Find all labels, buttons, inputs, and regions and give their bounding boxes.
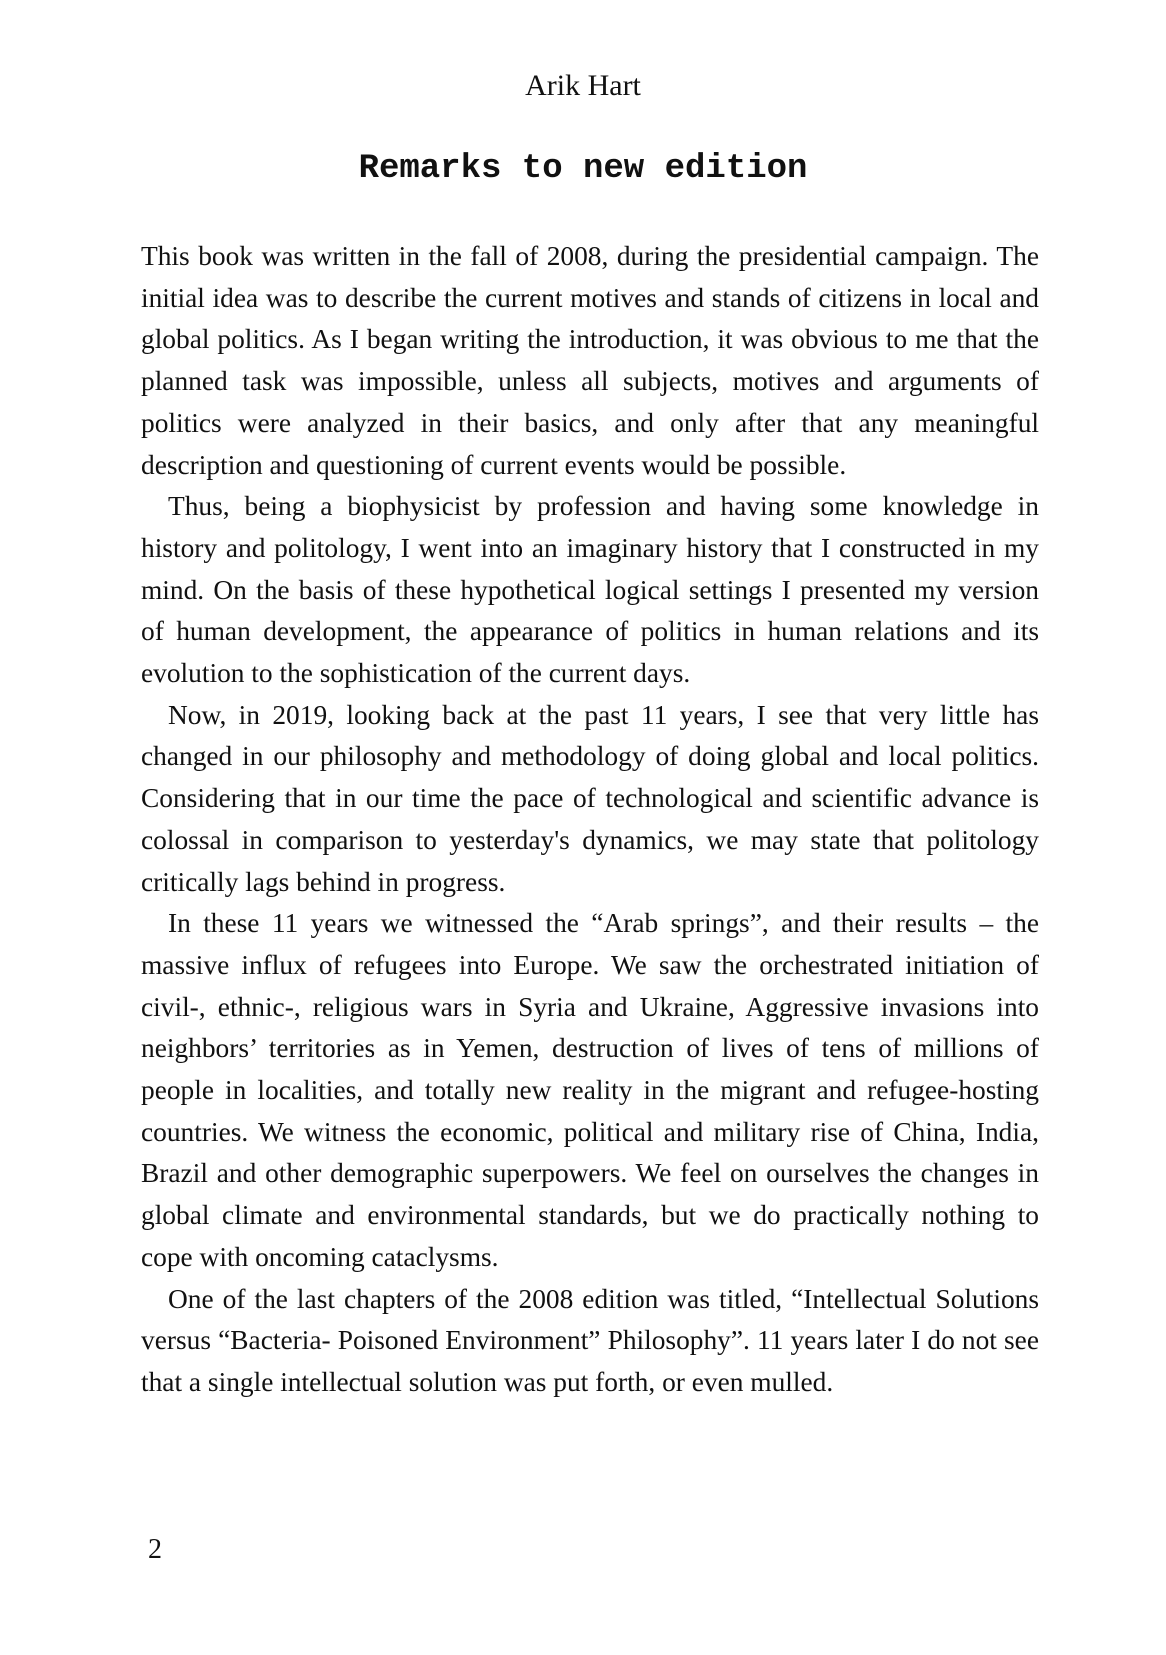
paragraph: Thus, being a biophysicist by profession and having some knowledge in history and politology, I went into an imaginary history that I constructed in my mind. On the basis of these hypothetical logical settings I presented my version of human development, the appearance of politics in human relations and its evolution to the sophistication of the current days. xyxy=(141,491,1039,689)
paragraph: This book was written in the fall of 2008, during the presidential campaign. The initial idea was to describe the current motives and stands of citizens in local and global politics. As I began writing the introduction, it was obvious to me that the planned task was impossible, unless all subjects, motives and arguments of politics were analyzed in their basics, and only after that any meaningful description and questioning of current events would be possible. xyxy=(141,241,1039,480)
running-header-author: Arik Hart xyxy=(525,69,641,102)
paragraph: One of the last chapters of the 2008 edition was titled, “Intellectual Solutions versus “Bacteria- Poisoned Environment” Philosophy”. 11 years later I do not see that a single intellectual solution was put forth, or even mulled. xyxy=(141,1283,1039,1397)
paragraph: In these 11 years we witnessed the “Arab springs”, and their results – the massive influx of refugees into Europe. We saw the orchestrated initiation of civil-, ethnic-, religious wars in Syria and Ukraine, Aggressive invasions into neighbors’ territories as in Yemen, destruction of lives of tens of millions of people in localities, and totally new reality in the migrant and refugee-hosting countries. We witness the economic, political and military rise of China, India, Brazil and other demographic superpowers. We feel on ourselves the changes in global climate and environmental standards, but we do practically nothing to cope with oncoming cataclysms. xyxy=(141,908,1039,1272)
page-number: 2 xyxy=(148,1534,162,1565)
body-text xyxy=(141,236,1039,1404)
chapter-title: Remarks to new edition xyxy=(358,150,808,188)
paragraph: Now, in 2019, looking back at the past 11 years, I see that very little has changed in our philosophy and methodology of doing global and local politics. Considering that in our time the pace of technological and scientific advance is colossal in comparison to yesterday's dynamics, we may state that politology critically lags behind in progress. xyxy=(141,699,1039,897)
